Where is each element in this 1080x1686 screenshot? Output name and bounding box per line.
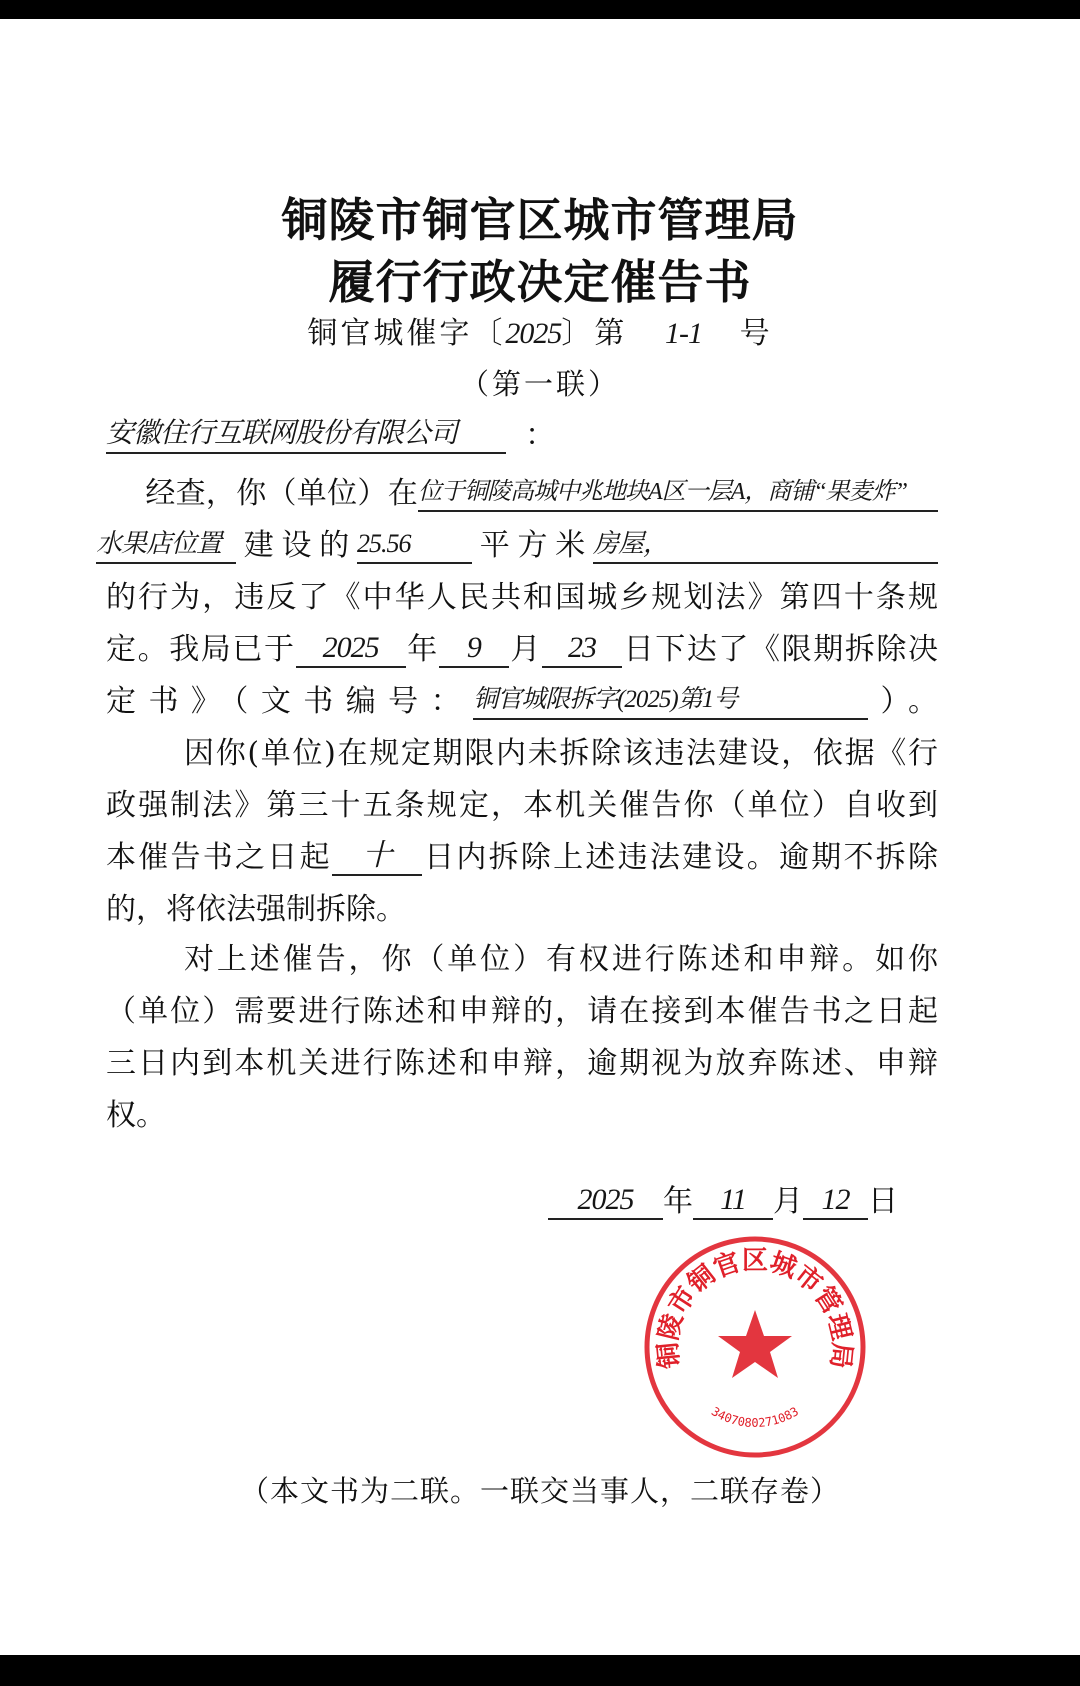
body-line-7: 政强制法》第三十五条规定，本机关催告你（单位）自收到	[106, 788, 938, 823]
violation-location: 位于铜陵高城中兆地块A区一层A，商铺“果麦炸”	[418, 472, 938, 512]
body-line-9: 的，将依法强制拆除。	[106, 892, 406, 927]
addressee-line	[106, 414, 938, 458]
document-number	[0, 308, 1080, 352]
building-type: 房屋，	[593, 524, 938, 564]
decision-year: 2025	[296, 628, 406, 668]
document-title: 履行行政决定催告书	[328, 255, 752, 309]
issue-year: 2025	[548, 1180, 663, 1220]
body-text: 定书》（文书编号：	[106, 684, 474, 719]
violation-location-end: 水果店位置	[96, 524, 236, 564]
body-line-3: 的行为，违反了《中华人民共和国城乡规划法》第四十条规	[106, 580, 938, 615]
body-line-1	[106, 472, 938, 516]
seal-number: 3407080271083	[708, 1404, 802, 1430]
body-line-4	[106, 628, 938, 672]
body-line-8	[106, 836, 938, 880]
body-text: 平方米	[472, 528, 593, 563]
doc-no-number: 1-1	[665, 317, 702, 350]
body-text: 日内拆除上述违法建设。逾期不拆除	[421, 840, 939, 875]
body-text: 月	[508, 632, 543, 667]
bottom-border	[0, 1655, 1080, 1686]
footer-note: （本文书为二联。一联交当事人，二联存卷）	[239, 1474, 840, 1508]
month-label: 月	[773, 1184, 803, 1219]
copy-label: （第一联）	[459, 367, 620, 401]
body-line-11: （单位）需要进行陈述和申辩的，请在接到本催告书之日起	[106, 994, 938, 1029]
body-text: 本催告书之日起	[106, 840, 332, 875]
doc-no-prefix: 铜官城催字〔	[307, 316, 506, 351]
issue-day: 12	[803, 1180, 868, 1220]
top-border	[0, 0, 1080, 19]
authority-title: 铜陵市铜官区城市管理局	[281, 193, 799, 247]
doc-no-suffix: 号	[739, 316, 773, 351]
official-seal	[640, 1232, 870, 1462]
deadline-days: 十	[332, 836, 422, 876]
doc-no-year: 2025	[505, 317, 562, 350]
seal-star-icon	[718, 1310, 792, 1378]
doc-no-mid: 〕第	[561, 316, 628, 351]
body-text: 定。我局已于	[106, 632, 296, 667]
issue-month: 11	[693, 1180, 773, 1220]
year-label: 年	[663, 1184, 693, 1219]
area-value: 25.56	[357, 524, 472, 564]
body-text: 年	[405, 632, 439, 667]
day-label: 日	[868, 1184, 898, 1219]
seal-text: 铜陵市铜官区城市管理局	[653, 1245, 857, 1370]
body-text: 经查，你（单位）在	[145, 476, 418, 511]
body-line-5	[106, 680, 938, 724]
issue-date	[548, 1180, 908, 1224]
body-line-2	[96, 524, 938, 568]
decision-month: 9	[439, 628, 509, 668]
body-text: 建设的	[236, 528, 357, 563]
decision-doc-number: 铜官城限拆字(2025)第1号	[473, 680, 868, 720]
decision-day: 23	[542, 628, 622, 668]
body-line-12: 三日内到本机关进行陈述和申辩，逾期视为放弃陈述、申辩	[106, 1046, 938, 1081]
body-line-13: 权。	[106, 1098, 166, 1133]
addressee-name: 安徽住行互联网股份有限公司	[106, 414, 506, 454]
addressee-colon: ：	[525, 418, 556, 453]
body-text: 日下达了《限期拆除决	[622, 632, 939, 667]
body-text: ）。	[868, 684, 939, 719]
body-line-6: 因你(单位)在规定期限内未拆除该违法建设，依据《行	[184, 736, 938, 771]
body-line-10: 对上述催告，你（单位）有权进行陈述和申辩。如你	[184, 942, 938, 977]
